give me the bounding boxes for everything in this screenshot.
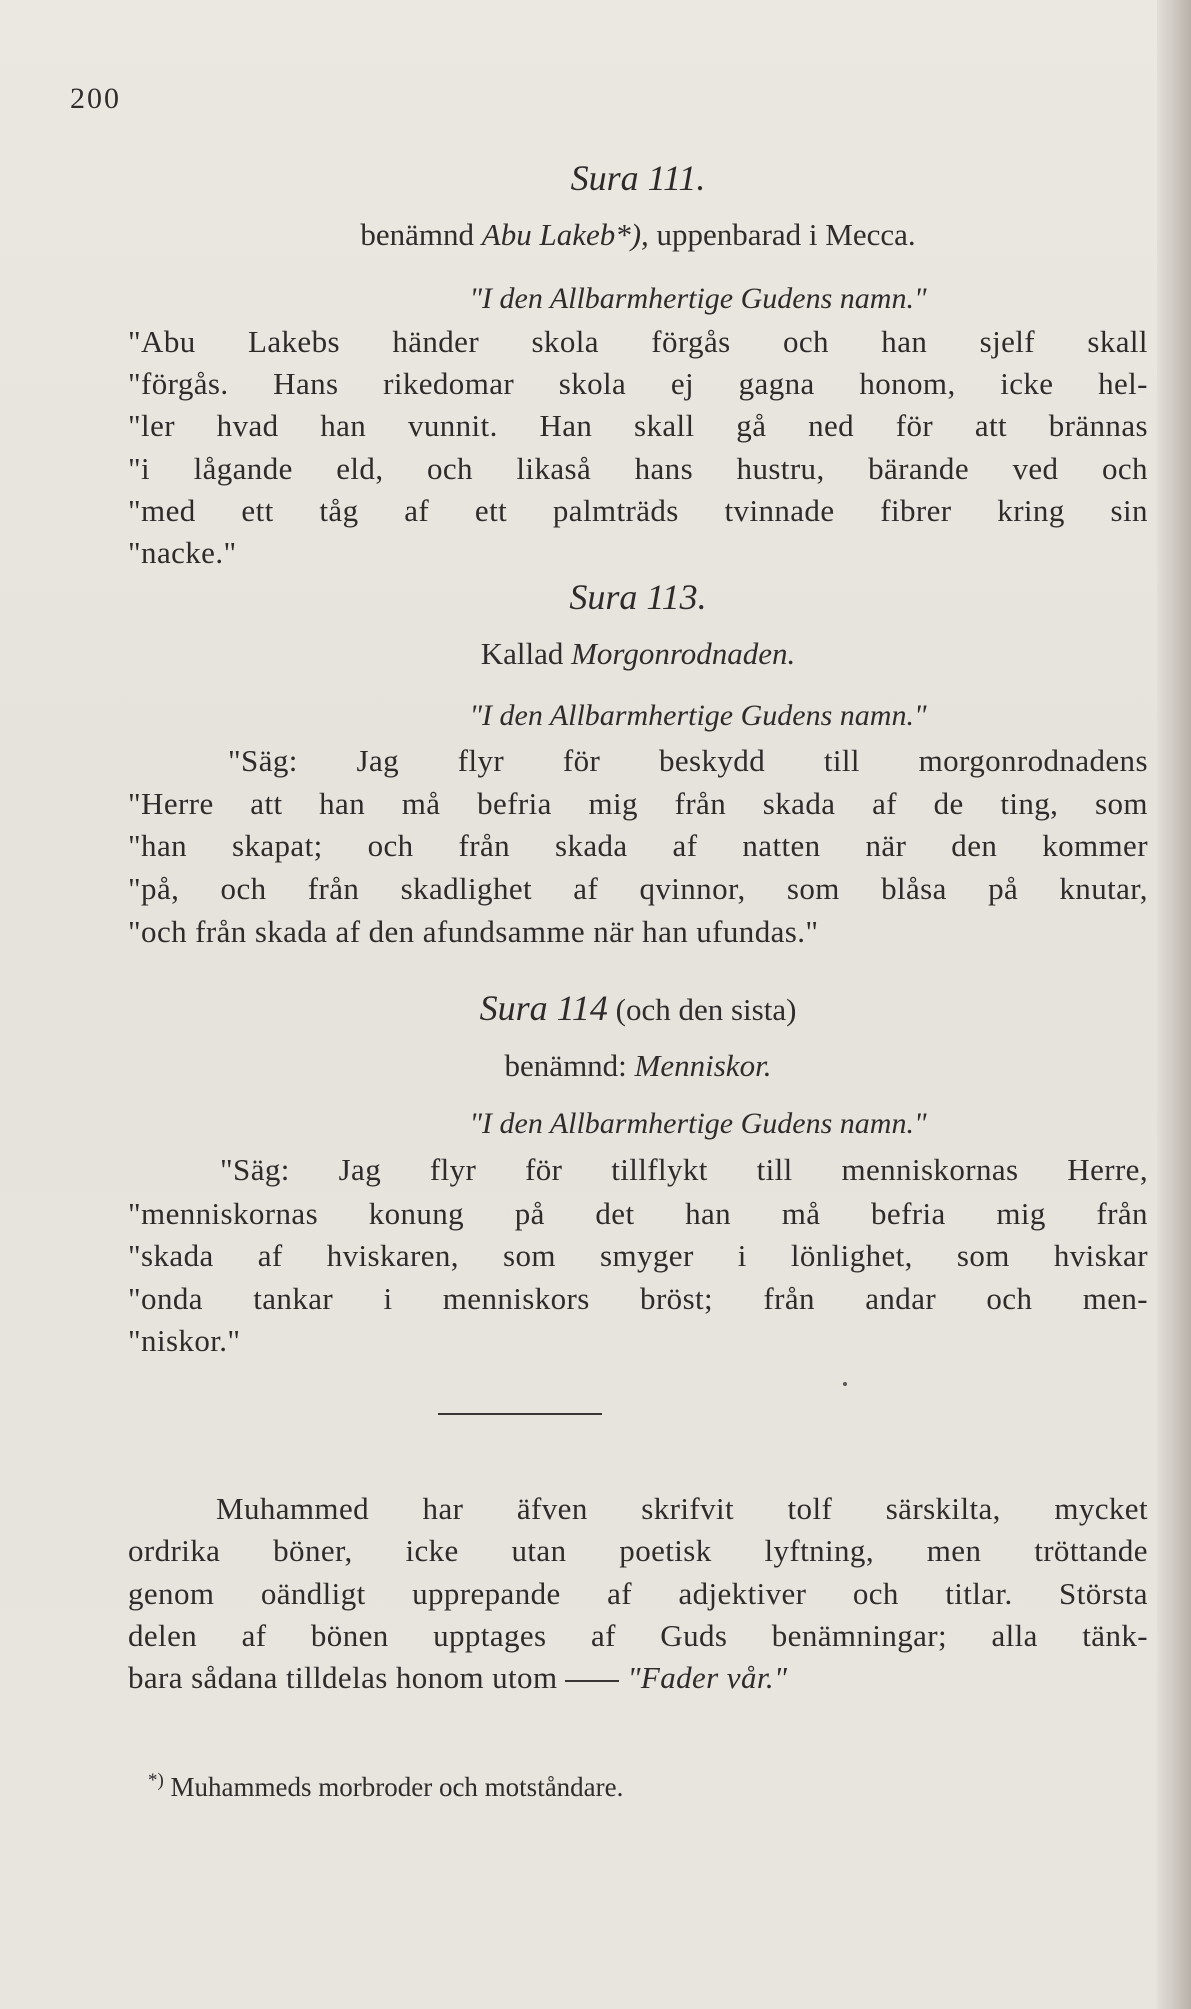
closing-line-4-text-word-4: upptages (433, 1618, 547, 1653)
sura-111-line-4-text-word-5: likaså (516, 451, 592, 486)
sura-111-line-5-text-word-7: tvinnade (724, 493, 835, 528)
closing-line-4-text-word-1: delen (128, 1618, 198, 1653)
sura-114-line-4-text-word-9: men- (1082, 1281, 1148, 1316)
sura-111-line-3-text-word-1: "ler (128, 408, 175, 443)
closing-line-1-text-word-4: skrifvit (641, 1491, 734, 1526)
sura-111-line-4-text-word-7: hustru, (736, 451, 825, 486)
sura-114-line-2-text-word-5: han (685, 1196, 732, 1231)
sura-113-subtitle-name: Morgonrodnaden. (571, 636, 796, 671)
sura-114-line-3-text-word-4: som (503, 1238, 556, 1273)
sura-111-line-1-text-word-8: sjelf (979, 324, 1036, 359)
sura-111-line-2-text-word-7: honom, (859, 366, 956, 401)
sura-111-line-5-text-word-1: "med (128, 493, 196, 528)
sura-111-line-1-text-word-4: skola (531, 324, 599, 359)
sura-114-line-3-text-word-9: hviskar (1053, 1238, 1148, 1273)
closing-line-2-text-word-6: lyftning, (764, 1533, 874, 1568)
sura-114-line-3-text-word-2: af (257, 1238, 283, 1273)
sura-111-line-3-text-word-2: hvad (216, 408, 279, 443)
closing-line-4-text-word-8: alla (991, 1618, 1038, 1653)
sura-113-line-2-text-word-1: "Herre (128, 786, 214, 821)
sura-114-line-3-text-word-8: som (956, 1238, 1010, 1273)
closing-line-4-text-word-2: af (241, 1618, 267, 1653)
closing-line-4-text-word-3: bönen (310, 1618, 389, 1653)
sura-114-subtitle-name: Menniskor. (634, 1048, 772, 1083)
closing-line-3-text-word-4: af (607, 1576, 632, 1611)
sura-113-line-4-text-word-2: och (220, 871, 267, 906)
sura-111-line-5-text-word-9: kring (997, 493, 1065, 528)
sura-111-line-1-text-word-2: Lakebs (248, 324, 340, 359)
closing-line-4-text-word-6: Guds (660, 1618, 728, 1653)
sura-113-line-3-text-word-2: skapat; (231, 828, 323, 863)
closing-line-4-text-word-5: af (590, 1618, 616, 1653)
sura-111-line-5 (128, 492, 1148, 530)
sura-111-line-3-text-word-10: att (974, 408, 1008, 443)
sura-111-line-2-text-word-8: icke (1000, 366, 1054, 401)
sura-113-line-4-text-word-7: som (786, 871, 840, 906)
sura-114-line-3-text-word-3: hviskaren, (326, 1238, 459, 1273)
sura-111-line-2-text-word-5: ej (670, 366, 695, 401)
sura-111-line-2-text-word-6: gagna (738, 366, 815, 401)
ink-dot (843, 1382, 847, 1386)
sura-113-line-3-text-word-5: skada (554, 828, 628, 863)
sura-114-line-4 (128, 1280, 1148, 1318)
sura-113-line-3 (128, 827, 1148, 865)
sura-113-line-4-text-word-3: från (307, 871, 360, 906)
closing-line-1-text-word-3: äfven (516, 1491, 588, 1526)
sura-113-line-3-text-word-6: af (672, 828, 698, 863)
closing-line-2-text-word-2: böner, (273, 1533, 353, 1568)
closing-line-2-text-word-3: icke (405, 1533, 459, 1568)
closing-quote: "Fader vår." (627, 1660, 788, 1695)
sura-111-line-3-text-word-11: brännas (1048, 408, 1148, 443)
sura-113-line-2-text-word-8: skada (762, 786, 836, 821)
sura-111-line-4-text-word-3: eld, (336, 451, 384, 486)
sura-111-line-2-text-word-1: "förgås. (128, 366, 229, 401)
sura-114-line-1-text-word-7: menniskornas (841, 1152, 1019, 1187)
sura-111-line-1-text-word-9: skall (1087, 324, 1148, 359)
sura-114-line-2-text-word-4: det (595, 1196, 635, 1231)
sura-113-title: Sura 113. (569, 577, 707, 617)
closing-line-3-text-word-3: upprepande (412, 1576, 561, 1611)
closing-line-2 (128, 1532, 1148, 1570)
sura-111-line-5-text-word-10: sin (1110, 493, 1148, 528)
sura-114-line-1-text-word-2: Jag (338, 1152, 382, 1187)
sura-111-line-4 (128, 450, 1148, 488)
sura-113-line-4-text-word-9: på (988, 871, 1019, 906)
sura-111-line-4-text-word-9: ved (1012, 451, 1059, 486)
sura-113-line-4-text-word-5: af (573, 871, 599, 906)
sura-111-line-3-text-word-5: Han (539, 408, 593, 443)
sura-111-line-4-text-word-4: och (426, 451, 473, 486)
footnote-marker: *) (148, 1770, 164, 1791)
sura-113-line-5: "och från skada af den afundsamme när han ufundas." (128, 914, 819, 949)
sura-114-line-1-text-word-8: Herre, (1067, 1152, 1148, 1187)
sura-111-line-3-text-word-3: han (320, 408, 367, 443)
sura-113-line-2-text-word-12: som (1095, 786, 1148, 821)
sura-114-line-2-text-word-7: befria (871, 1196, 946, 1231)
sura-114-line-2-text-word-8: mig (996, 1196, 1046, 1231)
sura-111-line-3 (128, 407, 1148, 445)
footnote (148, 1770, 623, 1803)
closing-line-4 (128, 1617, 1148, 1655)
closing-line-2-text-word-5: poetisk (619, 1533, 712, 1568)
sura-114-line-4-text-word-7: andar (865, 1281, 937, 1316)
sura-113-line-3-text-word-4: från (458, 828, 511, 863)
closing-line-2-text-word-1: ordrika (128, 1533, 221, 1568)
sura-113-line-1-text-word-4: för (562, 743, 601, 778)
sura-111-line-5-text-word-4: af (404, 493, 430, 528)
closing-line-3-text-word-6: och (852, 1576, 899, 1611)
sura-113-line-3-text-word-8: när (865, 828, 907, 863)
sura-114-line-1-text-word-4: för (525, 1152, 563, 1187)
sura-111-line-4-text-word-2: lågande (193, 451, 293, 486)
sura-113-line-4-text-word-1: "på, (128, 871, 180, 906)
page-number: 200 (70, 82, 121, 115)
sura-113-line-1-text-word-2: Jag (356, 743, 400, 778)
sura-113-line-1-text-word-7: morgonrodnadens (918, 743, 1148, 778)
closing-line-5 (128, 1659, 1148, 1697)
sura-113-line-4-text-word-10: knutar, (1059, 871, 1148, 906)
sura-114-line-3-text-word-5: smyger (600, 1238, 694, 1273)
closing-line-3-text-word-7: titlar. (945, 1576, 1013, 1611)
sura-111-line-1-text-word-3: händer (392, 324, 480, 359)
sura-114-line-1-text-word-3: flyr (429, 1152, 477, 1187)
sura-111-line-1-text-word-6: och (782, 324, 829, 359)
sura-111-line-3-text-word-9: för (895, 408, 934, 443)
sura-111-line-1-text-word-5: förgås (651, 324, 731, 359)
closing-line-2-text-word-4: utan (511, 1533, 567, 1568)
sura-114-line-1-text-word-1: "Säg: (220, 1152, 290, 1187)
sura-114-line-3 (128, 1237, 1148, 1275)
sura-111-line-3-text-word-8: ned (808, 408, 855, 443)
sura-114-line-2-text-word-6: må (781, 1196, 821, 1231)
sura-114-line-2-text-word-2: konung (368, 1196, 465, 1231)
sura-113-line-3-text-word-7: natten (742, 828, 821, 863)
sura-111-line-4-text-word-1: "i (128, 451, 151, 486)
sura-111-line-4-text-word-8: bärande (868, 451, 969, 486)
sura-113-line-2 (128, 785, 1148, 823)
closing-line-3 (128, 1575, 1148, 1613)
sura-111-subtitle-rest: uppenbarad i Mecca. (656, 217, 916, 252)
sura-111-line-1 (128, 323, 1148, 361)
sura-113-subtitle (128, 636, 1148, 672)
sura-113-line-3-text-word-10: kommer (1042, 828, 1148, 863)
closing-line-4-text-word-7: benämningar; (771, 1618, 948, 1653)
sura-111-subtitle-lead: benämnd (360, 217, 475, 252)
sura-113-line-2-text-word-3: han (319, 786, 366, 821)
sura-113-line-1-text-word-6: till (823, 743, 860, 778)
sura-114-line-4-text-word-2: tankar (253, 1281, 334, 1316)
sura-111-line-5-text-word-8: fibrer (880, 493, 952, 528)
sura-111-line-3-text-word-6: skall (634, 408, 695, 443)
sura-114-line-2-text-word-9: från (1096, 1196, 1148, 1231)
sura-111-line-5-text-word-5: ett (474, 493, 508, 528)
sura-111-line-3-text-word-7: gå (736, 408, 767, 443)
sura-111-line-5-text-word-2: ett (241, 493, 274, 528)
sura-113-line-3-text-word-3: och (367, 828, 414, 863)
sura-113-line-2-text-word-11: ting, (1000, 786, 1059, 821)
footnote-text: Muhammeds morbroder och motståndare. (170, 1772, 624, 1802)
sura-114-line-1-text-word-6: till (756, 1152, 793, 1187)
sura-111-line-2-text-word-2: Hans (273, 366, 339, 401)
sura-111-line-1-text-word-7: han (881, 324, 928, 359)
sura-111-line-2-text-word-3: rikedomar (383, 366, 515, 401)
sura-114-line-4-text-word-8: och (986, 1281, 1033, 1316)
sura-113-line-1-text-word-1: "Säg: (228, 743, 298, 778)
closing-line-5-text: bara sådana tilldelas honom utom (128, 1660, 558, 1695)
sura-113-line-4 (128, 870, 1148, 908)
sura-113-line-2-text-word-6: mig (588, 786, 638, 821)
em-dash (565, 1680, 619, 1682)
sura-111-line-3-text-word-4: vunnit. (407, 408, 498, 443)
sura-111-line-5-text-word-6: palmträds (552, 493, 679, 528)
closing-line-3-text-word-2: oändligt (260, 1576, 366, 1611)
sura-111-title: Sura 111. (570, 158, 706, 198)
sura-113-line-2-text-word-5: befria (477, 786, 552, 821)
sura-114-invocation: "I den Allbarmhertige Gudens namn." (469, 1107, 927, 1140)
sura-111-line-4-text-word-10: och (1101, 451, 1148, 486)
sura-114-line-5: "niskor." (128, 1323, 241, 1358)
sura-113-line-1 (128, 742, 1148, 780)
sura-114-line-2-text-word-1: "menniskornas (128, 1196, 319, 1231)
sura-111-line-4-text-word-6: hans (634, 451, 694, 486)
closing-line-1-text-word-1: Muhammed (216, 1491, 370, 1526)
sura-113-line-2-text-word-10: de (933, 786, 964, 821)
sura-114-line-4-text-word-1: "onda (128, 1281, 203, 1316)
sura-111-invocation: "I den Allbarmhertige Gudens namn." (469, 282, 927, 315)
sura-111-subtitle-name: Abu Lakeb*), (481, 217, 649, 252)
sura-111-subtitle (128, 217, 1148, 253)
sura-113-invocation: "I den Allbarmhertige Gudens namn." (469, 699, 927, 732)
sura-114-title: Sura 114 (479, 988, 608, 1028)
sura-114-line-4-text-word-3: i (383, 1281, 393, 1316)
sura-111-line-1-text-word-1: "Abu (128, 324, 196, 359)
sura-114-line-2 (128, 1195, 1148, 1233)
sura-113-line-4-text-word-6: qvinnor, (639, 871, 746, 906)
sura-113-line-1-text-word-5: beskydd (658, 743, 766, 778)
sura-114-line-4-text-word-5: bröst; (640, 1281, 714, 1316)
sura-114-line-3-text-word-1: "skada (128, 1238, 214, 1273)
sura-113-line-2-text-word-2: att (250, 786, 283, 821)
closing-line-1-text-word-5: tolf (787, 1491, 833, 1526)
sura-113-line-2-text-word-7: från (674, 786, 727, 821)
sura-114-line-3-text-word-7: lönlighet, (790, 1238, 913, 1273)
sura-113-line-2-text-word-4: må (401, 786, 441, 821)
sura-111-line-2-text-word-4: skola (558, 366, 627, 401)
sura-111-line-5-text-word-3: tåg (319, 493, 359, 528)
sura-113-line-2-text-word-9: af (872, 786, 897, 821)
sura-111-line-2-text-word-9: hel- (1098, 366, 1148, 401)
closing-line-4-text-word-9: tänk- (1082, 1618, 1148, 1653)
sura-114-line-1 (128, 1151, 1148, 1189)
sura-114-subtitle (128, 1048, 1148, 1084)
closing-line-2-text-word-8: tröttande (1034, 1533, 1148, 1568)
sura-111-line-2 (128, 365, 1148, 403)
sura-114-line-2-text-word-3: på (514, 1196, 545, 1231)
section-divider-rule (438, 1413, 602, 1415)
sura-113-line-3-text-word-9: den (951, 828, 998, 863)
sura-114-heading (128, 987, 1148, 1029)
closing-line-2-text-word-7: men (926, 1533, 982, 1568)
sura-114-line-1-text-word-5: tillflykt (611, 1152, 708, 1187)
sura-113-subtitle-lead: Kallad (480, 636, 564, 671)
closing-line-3-text-word-5: adjektiver (678, 1576, 807, 1611)
closing-line-3-text-word-8: Största (1059, 1576, 1148, 1611)
sura-113-line-3-text-word-1: "han (128, 828, 188, 863)
sura-113-line-1-text-word-3: flyr (457, 743, 505, 778)
closing-line-3-text-word-1: genom (128, 1576, 215, 1611)
sura-111-line-6: "nacke." (128, 535, 237, 570)
sura-114-line-4-text-word-4: menniskors (442, 1281, 590, 1316)
sura-114-title-rest: (och den sista) (615, 992, 797, 1027)
closing-line-1-text-word-2: har (422, 1491, 464, 1526)
sura-113-line-4-text-word-4: skadlighet (400, 871, 533, 906)
sura-114-subtitle-lead: benämnd: (504, 1048, 627, 1083)
sura-114-line-4-text-word-6: från (763, 1281, 815, 1316)
sura-114-line-3-text-word-6: i (737, 1238, 747, 1273)
closing-line-1-text-word-6: särskilta, (885, 1491, 1001, 1526)
closing-line-1 (128, 1490, 1148, 1528)
sura-113-line-4-text-word-8: blåsa (881, 871, 947, 906)
closing-line-1-text-word-7: mycket (1054, 1491, 1148, 1526)
